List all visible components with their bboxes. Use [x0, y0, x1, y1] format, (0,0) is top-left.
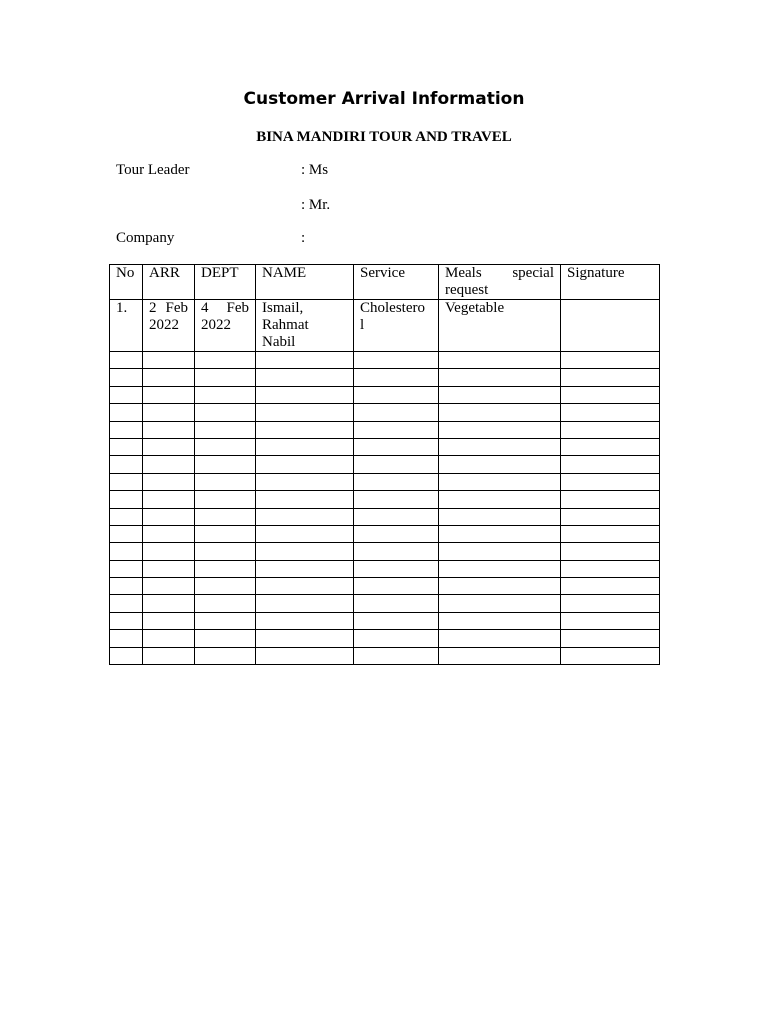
table-row-empty — [110, 525, 660, 542]
header-arr: ARR — [143, 265, 195, 300]
empty-cell-meals — [439, 491, 561, 508]
cell-dept — [195, 300, 256, 352]
empty-cell-service — [354, 473, 439, 490]
empty-cell-dept — [195, 386, 256, 403]
cell-service — [354, 300, 439, 352]
header-name: NAME — [256, 265, 354, 300]
empty-cell-name — [256, 421, 354, 438]
header-dept: DEPT — [195, 265, 256, 300]
empty-cell-no — [110, 491, 143, 508]
empty-cell-signature — [561, 386, 660, 403]
tour-leader-mr-value: : Mr. — [301, 197, 331, 213]
empty-cell-no — [110, 421, 143, 438]
empty-cell-service — [354, 560, 439, 577]
cell-arr-year: 2022 — [149, 317, 179, 333]
empty-cell-service — [354, 352, 439, 369]
empty-cell-signature — [561, 595, 660, 612]
empty-cell-meals — [439, 578, 561, 595]
empty-cell-name — [256, 630, 354, 647]
empty-cell-dept — [195, 456, 256, 473]
empty-cell-no — [110, 386, 143, 403]
empty-cell-dept — [195, 352, 256, 369]
arrival-table — [109, 264, 660, 665]
empty-cell-dept — [195, 543, 256, 560]
empty-cell-no — [110, 438, 143, 455]
empty-cell-name — [256, 369, 354, 386]
empty-cell-arr — [143, 647, 195, 664]
cell-name-line: Ismail, — [262, 300, 304, 316]
empty-cell-dept — [195, 473, 256, 490]
empty-cell-arr — [143, 473, 195, 490]
empty-cell-no — [110, 595, 143, 612]
empty-cell-dept — [195, 647, 256, 664]
header-signature: Signature — [561, 265, 660, 300]
empty-cell-meals — [439, 473, 561, 490]
empty-cell-signature — [561, 543, 660, 560]
empty-cell-name — [256, 543, 354, 560]
empty-cell-name — [256, 473, 354, 490]
header-meals-special-request — [439, 265, 561, 300]
table-row-empty — [110, 508, 660, 525]
empty-cell-arr — [143, 508, 195, 525]
empty-cell-meals — [439, 404, 561, 421]
company-value: : — [301, 230, 306, 246]
empty-cell-name — [256, 525, 354, 542]
empty-cell-dept — [195, 525, 256, 542]
empty-cell-no — [110, 525, 143, 542]
empty-cell-name — [256, 438, 354, 455]
empty-cell-meals — [439, 508, 561, 525]
empty-cell-service — [354, 508, 439, 525]
cell-arr-day: 2 — [149, 300, 157, 316]
cell-meals: Vegetable — [439, 300, 561, 352]
empty-cell-meals — [439, 525, 561, 542]
empty-cell-signature — [561, 421, 660, 438]
empty-cell-arr — [143, 438, 195, 455]
empty-cell-name — [256, 352, 354, 369]
table-row-empty — [110, 404, 660, 421]
empty-cell-arr — [143, 560, 195, 577]
empty-cell-dept — [195, 508, 256, 525]
empty-cell-dept — [195, 578, 256, 595]
table-row-empty — [110, 473, 660, 490]
empty-cell-meals — [439, 369, 561, 386]
page-title: Customer Arrival Information — [243, 89, 525, 109]
empty-cell-no — [110, 352, 143, 369]
cell-arr — [143, 300, 195, 352]
table-row-empty — [110, 421, 660, 438]
empty-cell-signature — [561, 404, 660, 421]
empty-cell-name — [256, 612, 354, 629]
empty-cell-signature — [561, 473, 660, 490]
empty-cell-no — [110, 560, 143, 577]
empty-cell-meals — [439, 456, 561, 473]
header-service: Service — [354, 265, 439, 300]
empty-cell-service — [354, 386, 439, 403]
empty-cell-meals — [439, 647, 561, 664]
empty-cell-service — [354, 543, 439, 560]
company-name: BINA MANDIRI TOUR AND TRAVEL — [256, 129, 512, 145]
table-row-empty — [110, 438, 660, 455]
header-special-word: special — [512, 265, 554, 281]
empty-cell-no — [110, 647, 143, 664]
empty-cell-arr — [143, 578, 195, 595]
empty-cell-signature — [561, 491, 660, 508]
empty-cell-arr — [143, 630, 195, 647]
cell-signature — [561, 300, 660, 352]
empty-cell-arr — [143, 543, 195, 560]
empty-cell-dept — [195, 612, 256, 629]
table-row-empty — [110, 369, 660, 386]
empty-cell-arr — [143, 369, 195, 386]
empty-cell-name — [256, 386, 354, 403]
empty-cell-name — [256, 404, 354, 421]
empty-cell-arr — [143, 386, 195, 403]
table-row-empty — [110, 595, 660, 612]
table-row-empty — [110, 612, 660, 629]
empty-cell-signature — [561, 525, 660, 542]
empty-cell-no — [110, 612, 143, 629]
header-request-word: request — [445, 282, 489, 298]
table-row-empty — [110, 647, 660, 664]
empty-cell-signature — [561, 630, 660, 647]
empty-cell-signature — [561, 456, 660, 473]
empty-cell-name — [256, 595, 354, 612]
cell-name-line: Rahmat — [262, 317, 309, 333]
cell-name-line: Nabil — [262, 334, 296, 350]
empty-cell-dept — [195, 491, 256, 508]
empty-cell-signature — [561, 508, 660, 525]
empty-cell-name — [256, 647, 354, 664]
empty-cell-meals — [439, 560, 561, 577]
empty-cell-dept — [195, 404, 256, 421]
empty-cell-no — [110, 404, 143, 421]
table-row-empty — [110, 543, 660, 560]
empty-cell-arr — [143, 404, 195, 421]
empty-cell-meals — [439, 352, 561, 369]
empty-cell-service — [354, 456, 439, 473]
empty-cell-signature — [561, 438, 660, 455]
cell-arr-month: Feb — [165, 300, 188, 316]
empty-cell-arr — [143, 595, 195, 612]
empty-cell-arr — [143, 491, 195, 508]
table-row — [110, 300, 660, 352]
tour-leader-label: Tour Leader — [116, 162, 190, 178]
empty-cell-meals — [439, 386, 561, 403]
empty-cell-signature — [561, 352, 660, 369]
empty-cell-arr — [143, 612, 195, 629]
empty-cell-service — [354, 647, 439, 664]
empty-cell-service — [354, 578, 439, 595]
cell-name — [256, 300, 354, 352]
table-row-empty — [110, 560, 660, 577]
empty-cell-service — [354, 369, 439, 386]
empty-cell-meals — [439, 438, 561, 455]
empty-cell-meals — [439, 543, 561, 560]
header-no: No — [110, 265, 143, 300]
table-row-empty — [110, 578, 660, 595]
empty-cell-dept — [195, 421, 256, 438]
empty-cell-service — [354, 612, 439, 629]
table-row-empty — [110, 630, 660, 647]
empty-cell-signature — [561, 578, 660, 595]
table-header-row — [110, 265, 660, 300]
empty-cell-no — [110, 508, 143, 525]
empty-cell-service — [354, 595, 439, 612]
empty-cell-name — [256, 560, 354, 577]
empty-cell-service — [354, 630, 439, 647]
empty-cell-signature — [561, 612, 660, 629]
empty-cell-arr — [143, 352, 195, 369]
empty-cell-no — [110, 369, 143, 386]
tour-leader-ms-value: : Ms — [301, 162, 329, 178]
empty-cell-arr — [143, 456, 195, 473]
cell-dept-day: 4 — [201, 300, 209, 316]
empty-cell-dept — [195, 369, 256, 386]
empty-cell-name — [256, 578, 354, 595]
cell-no: 1. — [110, 300, 143, 352]
empty-cell-signature — [561, 560, 660, 577]
empty-cell-no — [110, 630, 143, 647]
empty-cell-no — [110, 473, 143, 490]
empty-cell-service — [354, 491, 439, 508]
company-label: Company — [116, 230, 175, 246]
cell-service-line: Cholestero — [360, 300, 425, 316]
header-meals-word: Meals — [445, 265, 482, 281]
empty-cell-name — [256, 456, 354, 473]
table-row-empty — [110, 386, 660, 403]
empty-cell-service — [354, 421, 439, 438]
empty-cell-no — [110, 578, 143, 595]
empty-cell-name — [256, 491, 354, 508]
empty-cell-meals — [439, 630, 561, 647]
empty-cell-dept — [195, 630, 256, 647]
empty-cell-service — [354, 525, 439, 542]
empty-cell-arr — [143, 421, 195, 438]
table-row-empty — [110, 456, 660, 473]
cell-dept-year: 2022 — [201, 317, 231, 333]
empty-cell-signature — [561, 647, 660, 664]
empty-cell-name — [256, 508, 354, 525]
table-row-empty — [110, 491, 660, 508]
empty-cell-no — [110, 543, 143, 560]
empty-cell-meals — [439, 612, 561, 629]
empty-cell-dept — [195, 595, 256, 612]
empty-cell-no — [110, 456, 143, 473]
empty-cell-meals — [439, 421, 561, 438]
cell-service-line: l — [360, 317, 365, 333]
empty-cell-dept — [195, 438, 256, 455]
table-row-empty — [110, 352, 660, 369]
empty-cell-service — [354, 438, 439, 455]
empty-cell-dept — [195, 560, 256, 577]
empty-cell-signature — [561, 369, 660, 386]
cell-dept-month: Feb — [226, 300, 249, 316]
empty-cell-arr — [143, 525, 195, 542]
empty-cell-service — [354, 404, 439, 421]
empty-cell-meals — [439, 595, 561, 612]
